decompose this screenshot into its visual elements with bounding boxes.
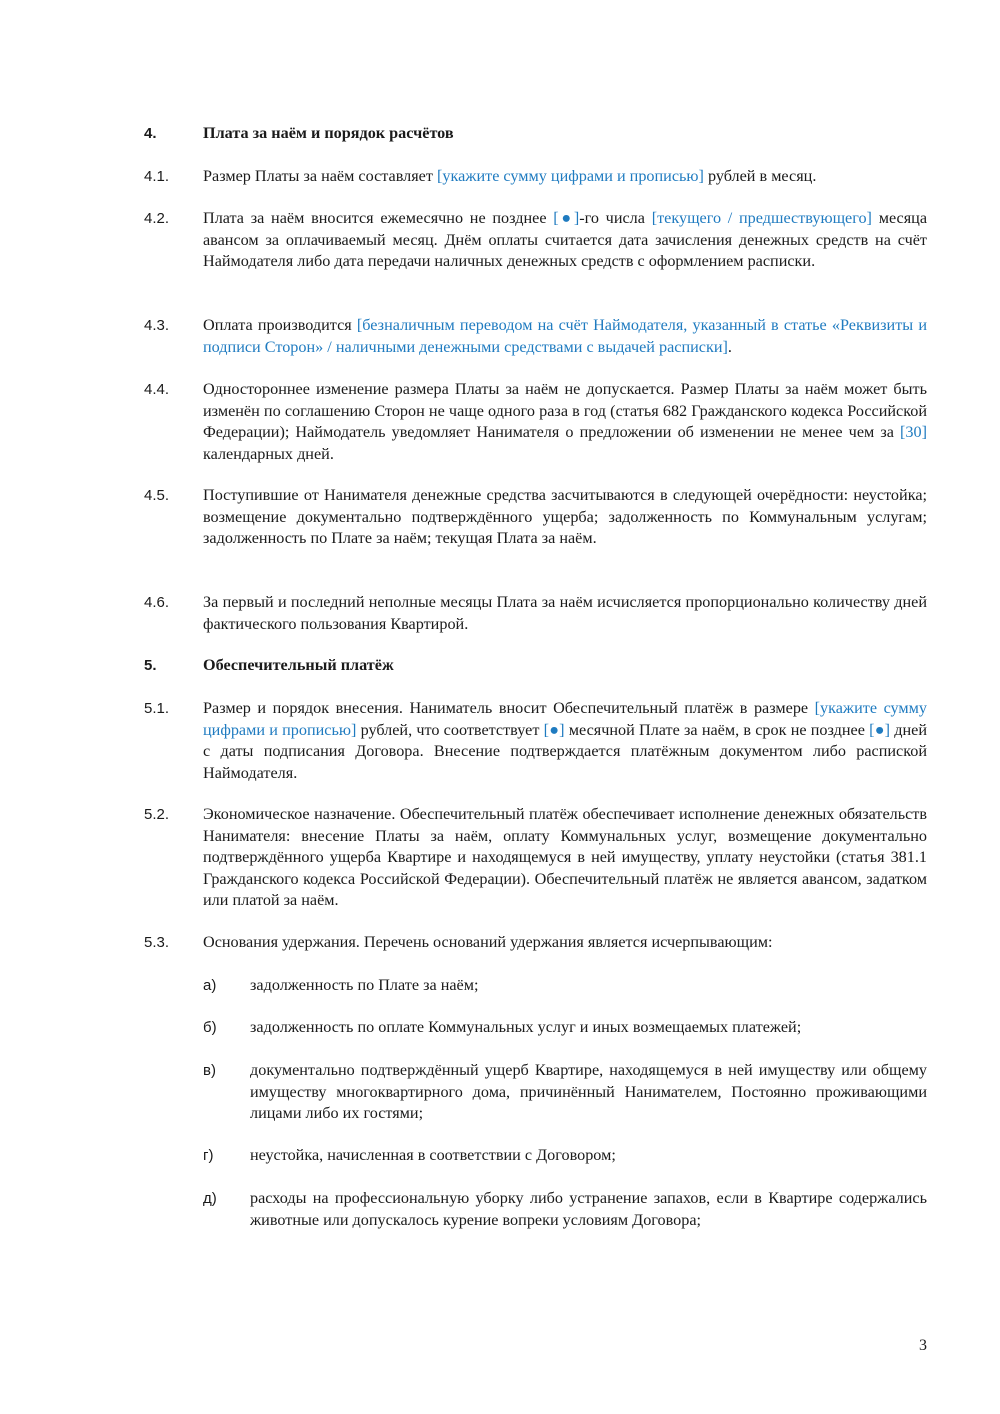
section-title: Обеспечительный платёж [203,656,394,674]
clause-number: 5.1. [144,700,170,717]
clause-number: 5.3. [144,934,170,951]
clause-number: 4.6. [144,594,170,611]
clause [144,932,927,954]
placeholder: [●] [869,720,891,739]
clause-number: 4.5. [144,487,170,504]
clause-number: 5.2. [144,806,170,823]
placeholder: [текущего / предшествующего] [651,209,872,227]
placeholder: [●] [553,209,580,227]
clause-text: Размер Платы за наём составляет [укажите сумму цифрами и прописью] рублей в месяц. [203,167,817,185]
clause-number: 4.4. [144,381,170,398]
clause [144,485,927,550]
list-item-text: расходы на профессиональную уборку либо устранение запахов, если в Квартире содержались животные или допускалось курение вопреки условиям Договора; [250,1189,927,1229]
clause-text: Экономическое назначение. Обеспечительный платёж обеспечивает исполнение денежных обязательств Нанимателя: внесение Платы за наём, оплату Коммунальных услуг, возмещение документально подтверждённого ущерба Квартире и находящемуся в ней имуществу, уплату неустойки (статья 381.1 Гражданского кодекса Российской Федерации). Обеспечительный платёж не является авансом, задатком или платой за наём. [203,805,927,909]
list-item-text: задолженность по Плате за наём; [250,976,479,994]
list-item-marker: а) [203,977,217,994]
list-item-marker: в) [203,1062,216,1079]
clause [144,379,927,465]
section-title: Плата за наём и порядок расчётов [203,124,454,142]
clause-number: 4.1. [144,168,170,185]
list-item-marker: д) [203,1190,217,1207]
clause-text: Поступившие от Нанимателя денежные средства засчитываются в следующей очерёдности: неустойка; возмещение документально подтверждённого ущерба; задолженность по Коммунальным услугам; задолженность по Плате за наём; текущая Плата за наём. [203,486,927,547]
list-item [203,1145,927,1167]
list-item [203,975,927,997]
section-number: 4. [144,125,157,142]
placeholder: [укажите сумму цифрами и прописью] [436,167,704,185]
section-number: 5. [144,657,157,674]
clause [144,592,927,635]
list-item [203,1017,927,1039]
list-item [203,1060,927,1125]
list-item-text: документально подтверждённый ущерб Квартире, находящемуся в ней имуществу или общему имуществу многоквартирного дома, причинённый Нанимателем, Постоянно проживающими лицами либо их гостями; [250,1061,927,1122]
list-item [203,1188,927,1231]
clause [144,166,927,188]
list-item-text: неустойка, начисленная в соответствии с Договором; [250,1146,616,1164]
placeholder: [безналичным переводом на счёт Наймодателя, указанный в статье «Реквизиты и подписи Сторон» / наличными денежными средствами с выдачей расписки] [203,316,928,356]
clause-text: Основания удержания. Перечень оснований удержания является исчерпывающим: [203,933,773,951]
clause [144,804,927,912]
clause-text: Плата за наём вносится ежемесячно не позднее [●]-го числа [текущего / предшествующего] месяца авансом за оплачиваемый месяц. Днём оплаты считается дата зачисления денежных средств на счёт Наймодателя либо дата передачи наличных денежных средств с оформлением расписки. [203,209,928,270]
clause [144,315,927,358]
clause-text: Одностороннее изменение размера Платы за наём не допускается. Размер Платы за наём может быть изменён по соглашению Сторон не чаще одного раза в год (статья 682 Гражданского кодекса Российской Федерации); Наймодатель уведомляет Нанимателя о предложении об изменении не менее чем за [30] календарных дней. [203,380,927,463]
placeholder: [30] [900,423,927,441]
clause-text: Оплата производится [безналичным переводом на счёт Наймодателя, указанный в статье «Реквизиты и подписи Сторон» / наличными денежными средствами с выдачей расписки]. [203,316,928,356]
list-item-marker: г) [203,1147,214,1164]
clause-number: 4.3. [144,317,170,334]
list-item-marker: б) [203,1019,217,1036]
placeholder: [укажите сумму цифрами и прописью] [203,699,928,739]
page-number: 3 [919,1337,927,1354]
clause-text: Размер и порядок внесения. Наниматель вносит Обеспечительный платёж в размере [укажите сумму цифрами и прописью] рублей, что соответствует [●] месячной Плате за наём, в срок не позднее [●] дней с даты подписания Договора. Внесение подтверждается платёжным документом либо распиской Наймодателя. [203,699,928,782]
clause [144,208,927,273]
list-item-text: задолженность по оплате Коммунальных услуг и иных возмещаемых платежей; [250,1018,802,1036]
placeholder: [●] [543,720,565,739]
clause-text: За первый и последний неполные месяцы Плата за наём исчисляется пропорционально количеству дней фактического пользования Квартирой. [203,593,927,633]
clause [144,698,927,784]
clause-number: 4.2. [144,210,170,227]
